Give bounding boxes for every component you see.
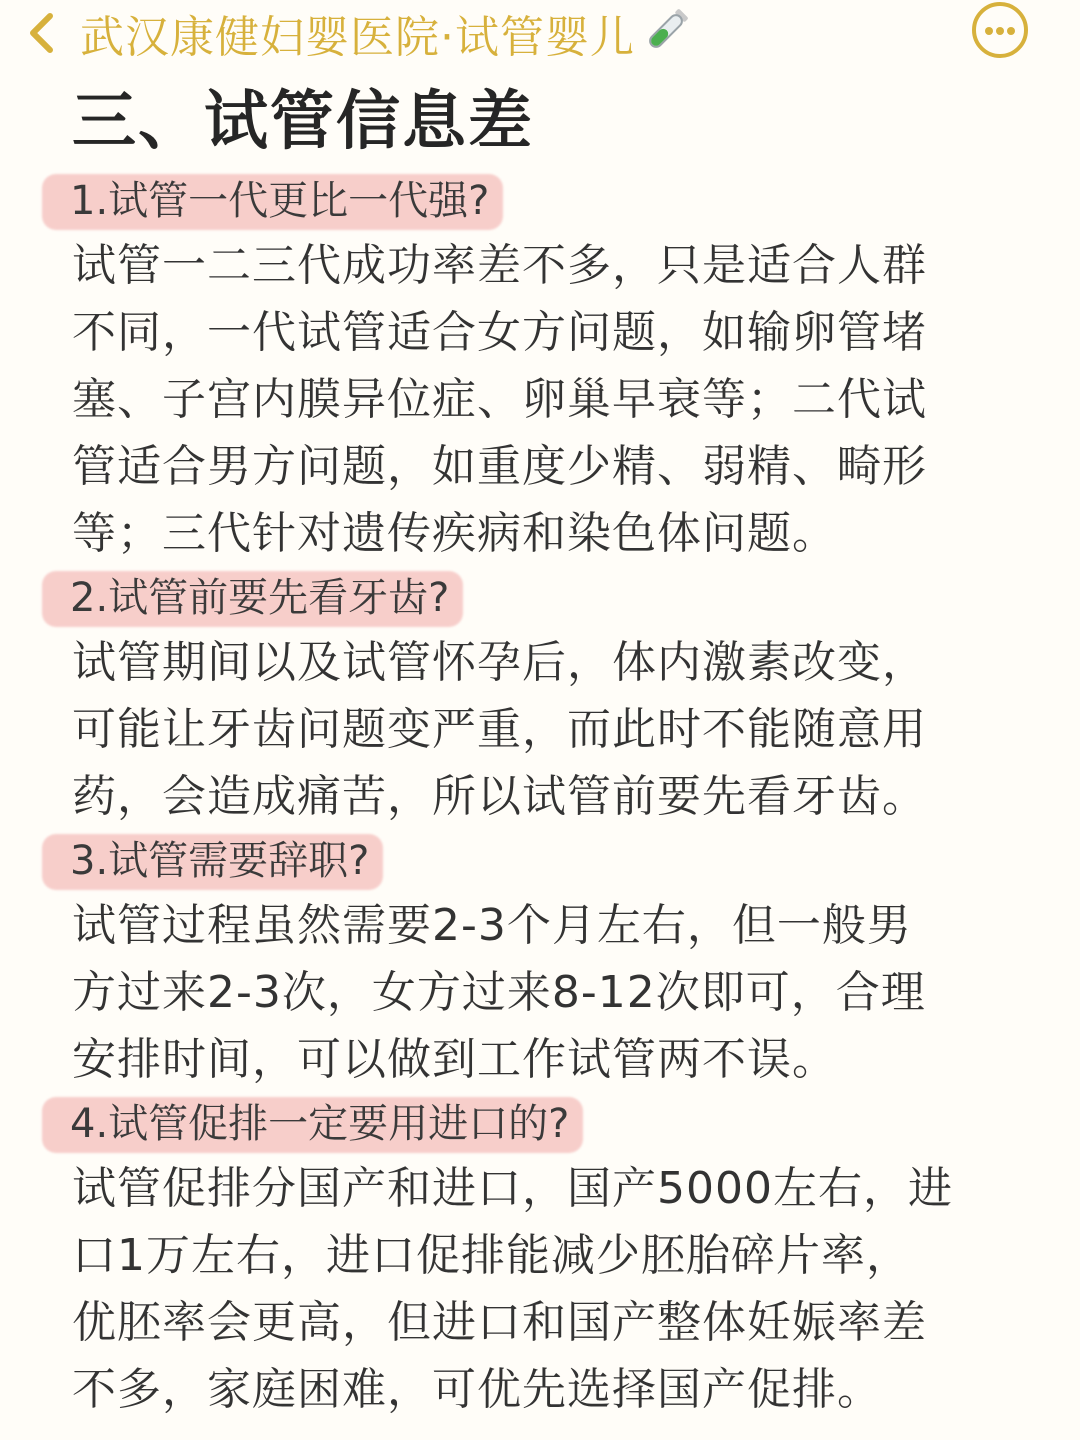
question-heading [70, 170, 497, 232]
qa-block-2 [72, 567, 1032, 830]
answer-line: 管适合男方问题，如重度少精、弱精、畸形 [72, 441, 927, 492]
answer-line: 等；三代针对遗传疾病和染色体问题。 [72, 508, 837, 559]
answer-line: 试管过程虽然需要2-3个月左右，但一般男 [72, 900, 912, 951]
qa-block-3 [72, 830, 1032, 1093]
more-dots-icon [970, 0, 1030, 60]
qa-block-4 [72, 1093, 1032, 1423]
answer-paragraph [72, 1155, 1032, 1423]
qa-block-1 [72, 170, 1032, 567]
answer-paragraph [72, 892, 1032, 1093]
back-button[interactable] [18, 8, 68, 58]
question-heading [70, 567, 457, 629]
answer-line: 口1万左右，进口促排能减少胚胎碎片率， [72, 1230, 911, 1281]
answer-paragraph [72, 629, 1032, 830]
question-heading [70, 1093, 577, 1155]
answer-line: 试管促排分国产和进口，国产5000左右，进 [72, 1163, 953, 1214]
answer-line: 试管期间以及试管怀孕后，体内激素改变， [72, 637, 927, 688]
answer-line: 塞、子宫内膜异位症、卵巢早衰等；二代试 [72, 374, 927, 425]
question-text: 4.试管促排一定要用进口的? [70, 1101, 570, 1147]
test-tube-icon [639, 4, 693, 72]
question-heading [70, 830, 377, 892]
answer-line: 不同，一代试管适合女方问题，如输卵管堵 [72, 307, 927, 358]
answer-line: 安排时间，可以做到工作试管两不误。 [72, 1034, 837, 1085]
note-title [80, 4, 693, 72]
question-text: 2.试管前要先看牙齿? [70, 575, 450, 621]
question-text: 1.试管一代更比一代强? [70, 178, 490, 224]
answer-paragraph [72, 232, 1032, 567]
answer-line: 不多，家庭困难，可优先选择国产促排。 [72, 1364, 882, 1415]
answer-line: 可能让牙齿问题变严重，而此时不能随意用 [72, 704, 927, 755]
answer-line: 试管一二三代成功率差不多，只是适合人群 [72, 240, 927, 291]
note-content [72, 80, 1032, 1423]
more-button[interactable] [970, 0, 1030, 60]
top-bar [0, 0, 1080, 66]
note-title-text: 武汉康健妇婴医院·试管婴儿 [80, 12, 635, 63]
answer-line: 方过来2-3次，女方过来8-12次即可，合理 [72, 967, 926, 1018]
answer-line: 药，会造成痛苦，所以试管前要先看牙齿。 [72, 771, 927, 822]
chevron-left-icon [18, 8, 68, 58]
answer-line: 优胚率会更高，但进口和国产整体妊娠率差 [72, 1297, 927, 1348]
question-text: 3.试管需要辞职? [70, 838, 370, 884]
section-title: 三、试管信息差 [72, 85, 534, 159]
